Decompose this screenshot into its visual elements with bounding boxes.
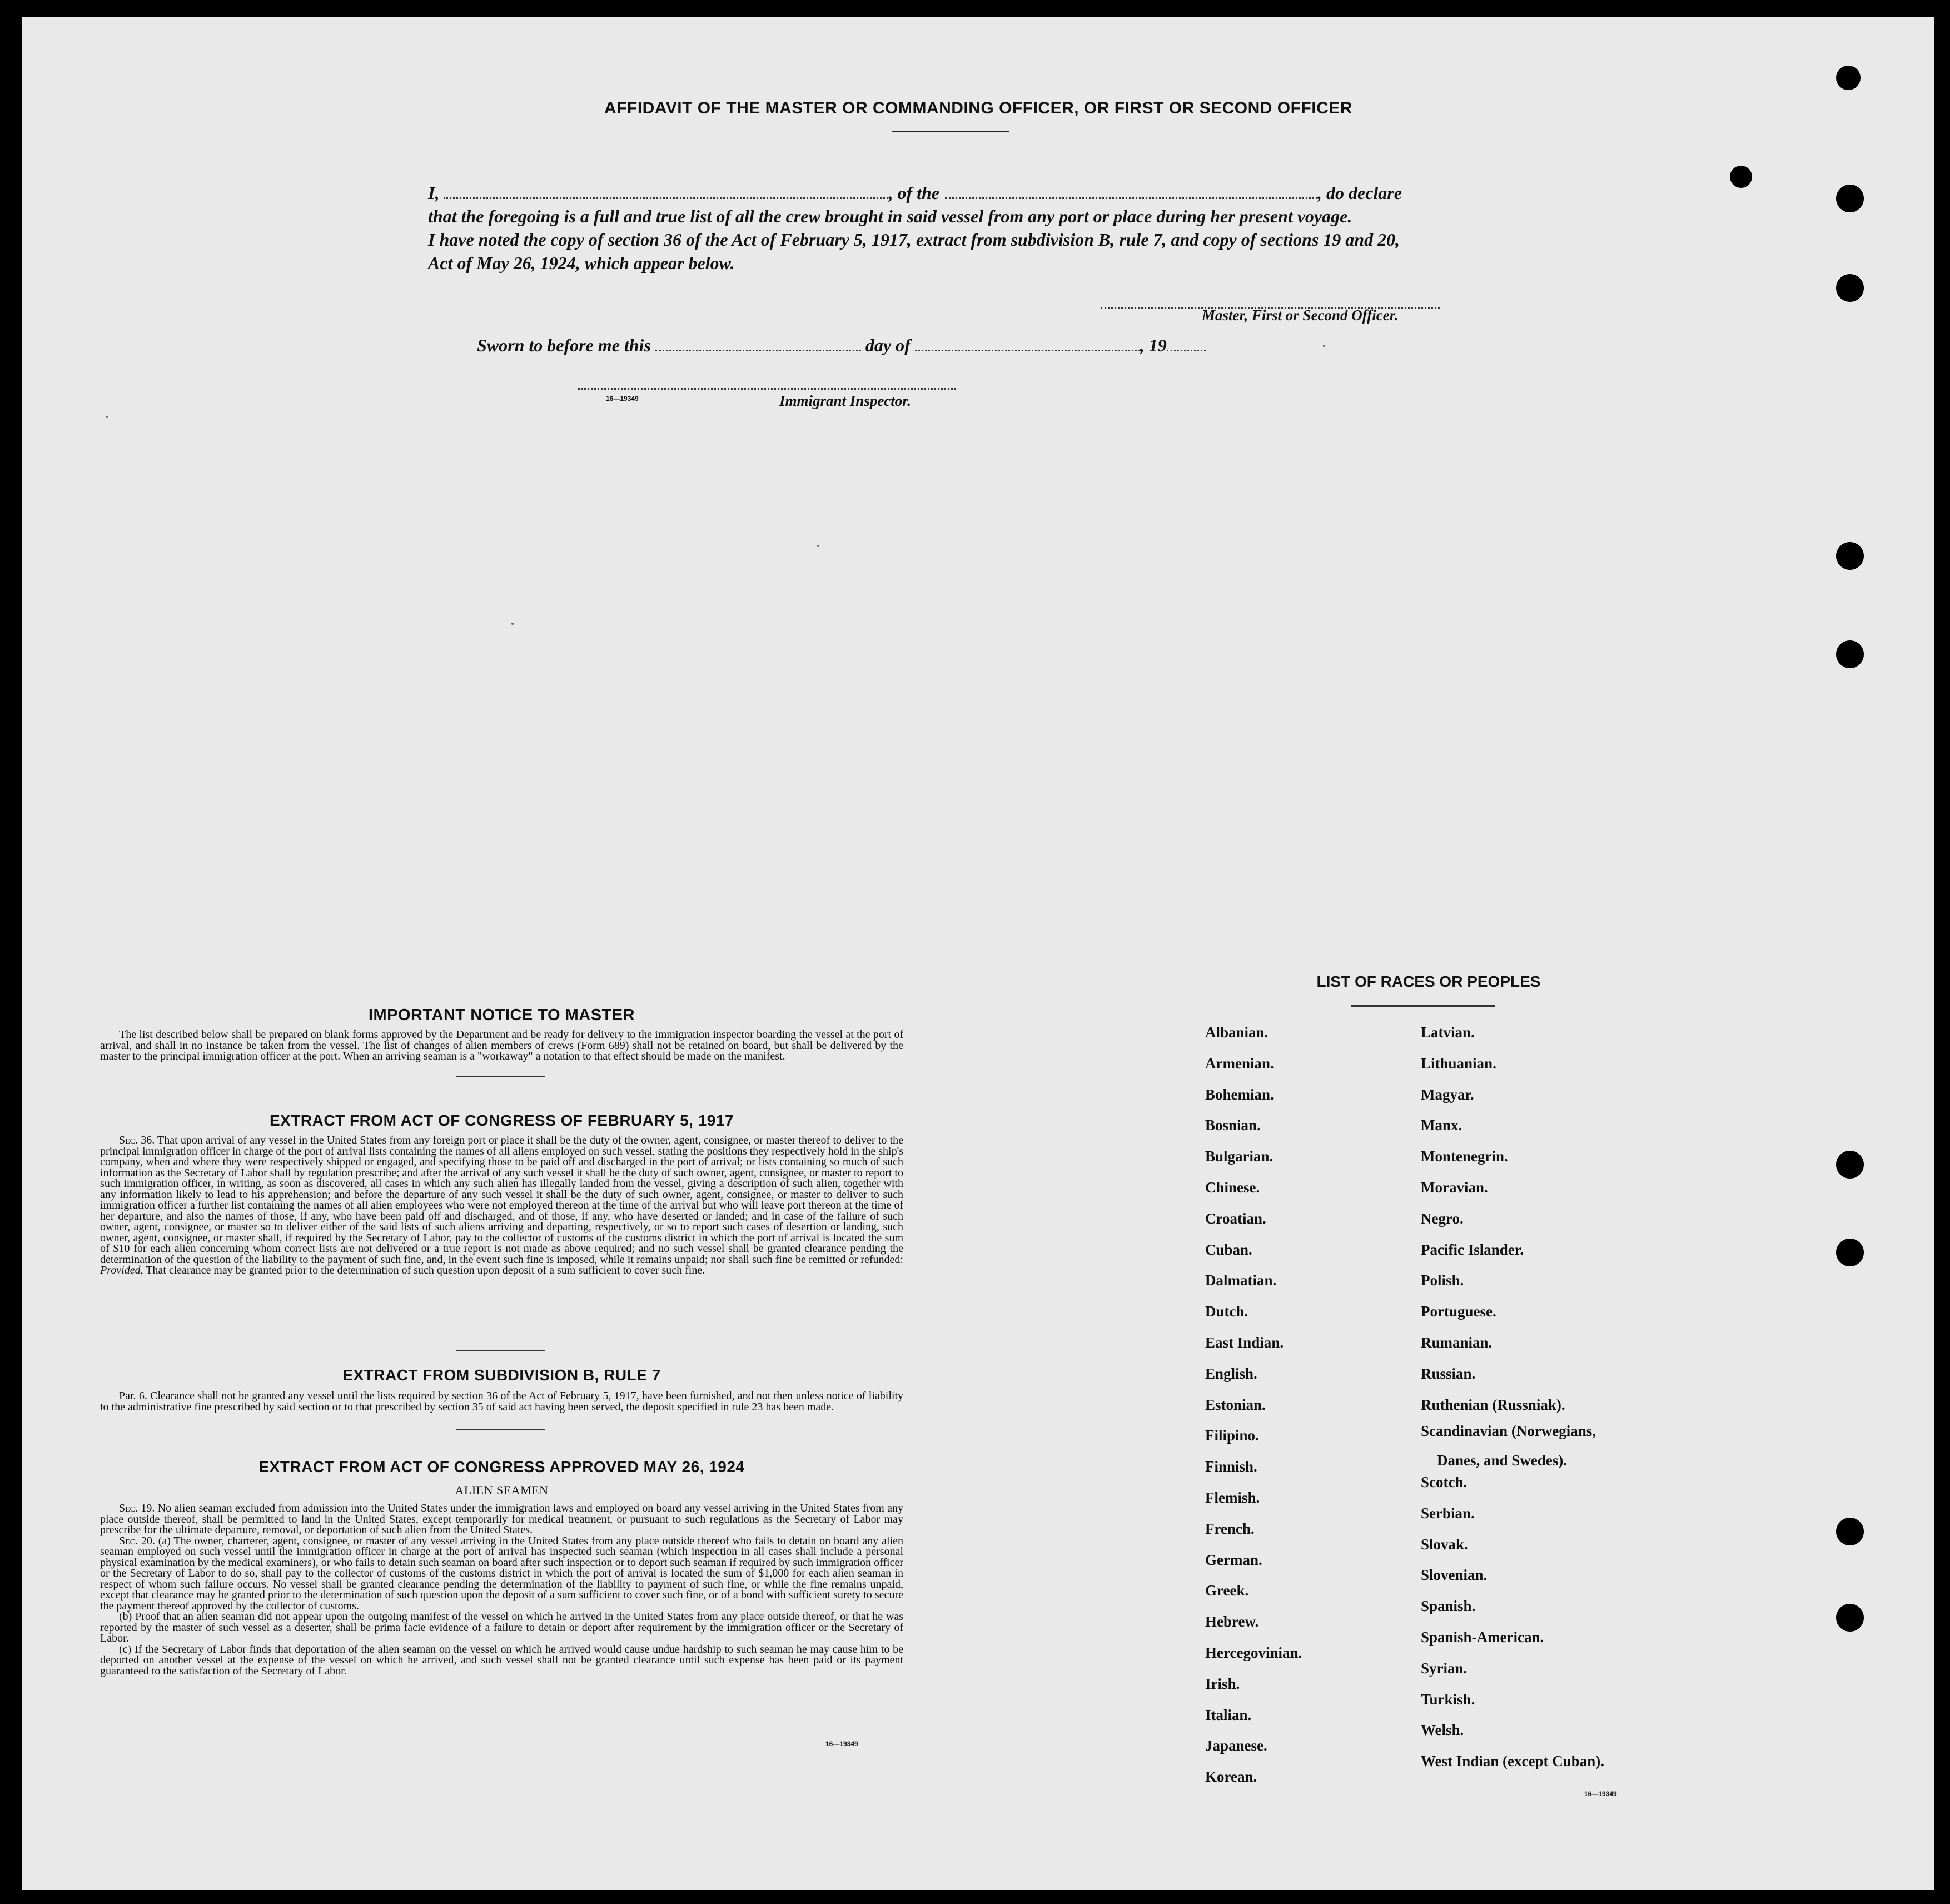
race-item: Albanian.: [1205, 1024, 1269, 1041]
race-item: Croatian.: [1205, 1210, 1266, 1227]
punch-hole: [1836, 185, 1864, 212]
affidavit-line-2: that the foregoing is a full and true list of all the crew brought in said vessel from any port or place during her present voyage.: [428, 206, 1352, 226]
inspector-signature-label: Immigrant Inspector.: [779, 392, 912, 409]
notice-heading: IMPORTANT NOTICE TO MASTER: [368, 1006, 635, 1024]
race-item: Negro.: [1421, 1210, 1464, 1227]
sworn-day-blank[interactable]: [655, 335, 861, 351]
master-signature-label: Master, First or Second Officer.: [1202, 307, 1399, 324]
punch-hole: [1836, 274, 1864, 302]
race-item: Rumanian.: [1421, 1334, 1493, 1351]
race-item: Greek.: [1205, 1582, 1249, 1599]
race-item: Korean.: [1205, 1768, 1257, 1786]
punch-hole: [1836, 1604, 1864, 1632]
sworn-year-blank[interactable]: [1167, 335, 1206, 351]
race-item: Dalmatian.: [1205, 1272, 1277, 1289]
race-item: Bosnian.: [1205, 1117, 1261, 1134]
affidavit-line-3: I have noted the copy of section 36 of the Act of February 5, 1917, extract from subdivision B, rule 7, and copy of sections 19 and 20,: [428, 230, 1400, 250]
race-item: Welsh.: [1421, 1722, 1464, 1739]
race-scandinavian-continued: Danes, and Swedes).: [1437, 1452, 1568, 1469]
speck: [817, 545, 819, 547]
race-item: Magyar.: [1421, 1086, 1474, 1103]
race-item: Pacific Islander.: [1421, 1241, 1524, 1258]
race-item: Slovak.: [1421, 1535, 1468, 1553]
alien-seamen-subheading: ALIEN SEAMEN: [455, 1483, 549, 1497]
race-item: Montenegrin.: [1421, 1148, 1508, 1165]
race-item: Turkish.: [1421, 1691, 1475, 1708]
race-item: Japanese.: [1205, 1737, 1267, 1754]
race-item: Slovenian.: [1421, 1567, 1488, 1584]
speck: [511, 623, 514, 625]
punch-hole: [1836, 66, 1861, 90]
race-item: East Indian.: [1205, 1334, 1284, 1351]
race-item: Estonian.: [1205, 1396, 1266, 1413]
race-item: Spanish-American.: [1421, 1629, 1544, 1646]
vessel-blank[interactable]: [945, 183, 1317, 199]
notice-text: The list described below shall be prepared on blank forms approved by the Department and be ready for delivery to the immigration inspector boarding the vessel at the port of arrival, and shall in no instance be taken from the vessel. The list of changes of alien members of crews (Form 689) shall not be retained on board, but shall be delivered by the master to the principal immigration officer at the port. When an arriving seaman is a "workaway" a notation to that effect should be made on the manifest.: [100, 1028, 903, 1062]
race-item: Spanish.: [1421, 1598, 1476, 1615]
race-item: Syrian.: [1421, 1659, 1468, 1677]
affidavit-title: AFFIDAVIT OF THE MASTER OR COMMANDING OFFICER, OR FIRST OR SECOND OFFICER: [604, 99, 1352, 117]
inspector-signature-line[interactable]: [578, 388, 956, 390]
race-item: English.: [1205, 1365, 1257, 1382]
affidavit-line-1: I, , of the , do declare: [428, 183, 1402, 203]
rule7-heading: EXTRACT FROM SUBDIVISION B, RULE 7: [342, 1366, 661, 1384]
extract-1917-text: Sec. 36. That upon arrival of any vessel in the United States from any foreign port or place it shall be the duty of the owner, agent, consignee, or master thereof to deliver to the principal immigration officer in charge of the port of arrival lists containing the names of all aliens employed on such vessel, stating the positions they respectively hold in the ship's company, when and where they were respectively shipped or engaged, and specifying those to be paid off and discharged in the port of arrival; or lists containing so much of such information as the Secretary of Labor shall by regulation prescribe; and after the arrival of any such vessel it shall be the duty of such owner, agent, consignee, or master to report to such immigration officer, in writing, as soon as discovered, all cases in which any such alien has illegally landed from the vessel, giving a description of such alien, together with any information likely to lead to his apprehension; and before the departure of any such vessel it shall be the duty of such owner, agent, consignee, or master to deliver to such immigration officer a further list containing the names of all alien employees who were not employed thereon at the time of the arrival but who will leave port thereon at the time of her departure, and also the names of those, if any, who have been paid off and discharged, and of those, if any, who have deserted or landed; and in case of the failure of such owner, agent, consignee, or master so to deliver either of the said lists of such aliens arriving and departing, respectively, or so to report such cases of desertion or landing, such owner, agent, consignee, or master shall, if required by the Secretary of Labor, pay to the collector of customs of the customs district in which the port of arrival is located the sum of $10 for each alien concerning whom correct lists are not delivered or a true report is not made as above required; and no such vessel shall be granted clearance pending the determination of the question of the liability to the payment of such fine, and, in the event such fine is imposed, while it remains unpaid; nor shall such fine be remitted or refunded: Provided, That clearance may be granted prior to the determination of such question upon deposit of a sum sufficient to cover such fine.: [100, 1134, 903, 1276]
speck: [1323, 345, 1325, 347]
race-item: Russian.: [1421, 1365, 1476, 1382]
race-item: Bulgarian.: [1205, 1148, 1274, 1165]
affidavit-declaration: [428, 181, 1484, 275]
section-divider: [456, 1076, 545, 1077]
race-item: French.: [1205, 1520, 1255, 1537]
punch-hole: [1730, 166, 1752, 188]
section-divider: [456, 1350, 545, 1351]
extract-1924-heading: EXTRACT FROM ACT OF CONGRESS APPROVED MAY 26, 1924: [258, 1458, 745, 1475]
race-item: Dutch.: [1205, 1303, 1248, 1320]
race-item: Hercegovinian.: [1205, 1644, 1302, 1661]
form-number: 16—19349: [606, 395, 639, 402]
race-item: Bohemian.: [1205, 1086, 1274, 1103]
races-title: LIST OF RACES OR PEOPLES: [1316, 973, 1541, 990]
race-item: Chinese.: [1205, 1179, 1260, 1196]
extract-1924-text: Sec. 19. No alien seaman excluded from admission into the United States under the immigration laws and employed on board any vessel arriving in the United States from any place outside thereof, shall be permitted to land in the United States, except temporarily for medical treatment, or pursuant to such regulations as the Secretary of Labor may prescribe for the ultimate departure, removal, or deportation of such alien from the United States. Sec. 20. (a) The owner, charterer, agent, consignee, or master of any vessel arriving in the United States from any place outside thereof who fails to detain on board any alien seaman employed on such vessel until the immigration officer in charge at the port of arrival has inspected such seaman (which inspection in all cases shall include a personal physical examination by the medical examiners), or who fails to detain such seaman on board after such inspection or to deport such seaman if required by such immigration officer or the Secretary of Labor to do so, shall pay to the collector of customs of the customs district in which the port of arrival is located the sum of $1,000 for each alien seaman in respect of whom such failure occurs. No vessel shall be granted clearance pending the determination of the liability to payment of such fine, or while the fine remains unpaid, except that clearance may be granted prior to the determination of such question upon the deposit of a sum sufficient to cover such fine, or of a bond with sufficient surety to secure the payment thereof approved by the collector of customs. (b) Proof that an alien seaman did not appear upon the outgoing manifest of the vessel on which he arrived in the United States from any place outside thereof, or that he was reported by the master of such vessel as a deserter, shall be prima facie evidence of a failure to detain or deport after requirement by the immigration officer or the Secretary of Labor. (c) If the Secretary of Labor finds that deportation of the alien seaman on the vessel on which he arrived would cause undue hardship to such seaman he may cause him to be deported on another vessel at the expense of the vessel on which he arrived, and such vessel shall not be granted clearance until such expense has been paid or its payment guaranteed to the satisfaction of the Secretary of Labor.: [100, 1502, 904, 1677]
extract-1917-heading: EXTRACT FROM ACT OF CONGRESS OF FEBRUARY 5, 1917: [269, 1112, 734, 1129]
race-item: Manx.: [1421, 1117, 1462, 1134]
race-item: Portuguese.: [1421, 1303, 1496, 1320]
manifest-page: [22, 17, 1934, 1890]
punch-hole: [1836, 640, 1864, 668]
affidavit-line-4: Act of May 26, 1924, which appear below.: [428, 253, 735, 273]
race-item: Polish.: [1421, 1272, 1464, 1289]
race-item: Italian.: [1205, 1706, 1252, 1723]
race-item: Filipino.: [1205, 1427, 1259, 1444]
rule7-text: Par. 6. Clearance shall not be granted any vessel until the lists required by section 36 of the Act of February 5, 1917, have been furnished, and not then unless notice of liability to the administrative fine prescribed by said section or to that prescribed by section 35 of said act having been served, the deposit specified in rule 23 has been made.: [100, 1390, 903, 1413]
punch-hole: [1836, 1518, 1864, 1545]
race-item: Serbian.: [1421, 1504, 1475, 1522]
race-item: Scotch.: [1421, 1474, 1468, 1490]
race-item: Irish.: [1205, 1675, 1240, 1692]
sworn-line: Sworn to before me this day of , 19: [477, 334, 1366, 357]
race-item: Finnish.: [1205, 1458, 1257, 1475]
form-number: 16—19349: [1584, 1790, 1617, 1798]
punch-hole: [1836, 1151, 1864, 1179]
race-item: Flemish.: [1205, 1489, 1260, 1506]
race-item: Hebrew.: [1205, 1613, 1259, 1630]
race-item: Scandinavian (Norwegians,: [1421, 1423, 1596, 1440]
race-item: German.: [1205, 1551, 1262, 1568]
name-blank[interactable]: [444, 183, 888, 199]
race-item: Lithuanian.: [1421, 1055, 1496, 1072]
race-item: Latvian.: [1421, 1024, 1475, 1041]
sworn-month-blank[interactable]: [915, 335, 1140, 351]
race-item: Armenian.: [1205, 1055, 1274, 1072]
race-item: West Indian (except Cuban).: [1421, 1753, 1605, 1770]
punch-hole: [1836, 542, 1864, 570]
punch-hole: [1836, 1239, 1864, 1266]
title-rule: [892, 131, 1009, 132]
speck: [106, 416, 108, 418]
races-title-rule: [1351, 1005, 1495, 1007]
race-item: Cuban.: [1205, 1241, 1252, 1258]
section-divider: [456, 1429, 545, 1430]
race-item: Ruthenian (Russniak).: [1421, 1396, 1565, 1413]
race-item: Moravian.: [1421, 1179, 1488, 1196]
form-number: 16—19349: [825, 1740, 858, 1748]
